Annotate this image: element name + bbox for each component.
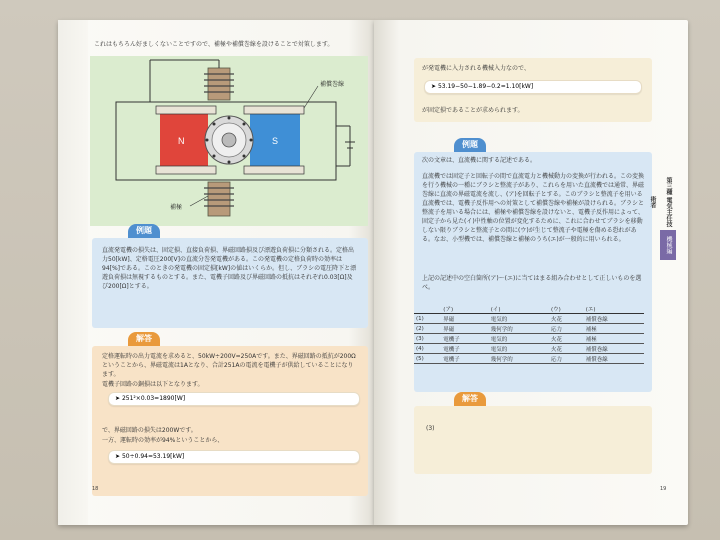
- answer-panel-right: [414, 406, 652, 474]
- answer-text-3: で、界磁回路の損失は200Wです。: [102, 427, 197, 434]
- page-number-right: 19: [660, 486, 667, 492]
- answer-value-right: (3): [426, 425, 435, 432]
- table-cell: 補償巻線: [584, 344, 644, 354]
- formula-fixed-loss-text: 53.19−50−1.89−0.2=1.10[kW]: [437, 83, 534, 90]
- table-cell: (2): [414, 324, 441, 334]
- page-gutter-shadow: [58, 20, 88, 525]
- north-pole-label: N: [178, 136, 185, 146]
- answer-tag-right: 解答: [454, 392, 486, 406]
- choice-table: [414, 304, 644, 364]
- table-cell: 補償巻線: [584, 314, 644, 324]
- south-pole-label: S: [272, 136, 279, 146]
- label-compensating-winding: 補償巻線: [320, 81, 345, 88]
- table-cell: (3): [414, 334, 441, 344]
- table-cell: 界磁: [441, 314, 488, 324]
- answer-text-4: 一方、運転時の効率が94%ということから、: [102, 437, 224, 444]
- answer-text-1: 定格運転時の出力電流を求めると、50kW÷200V=250Aです。また、界磁回路の抵抗が200Ωということから、界磁電流は1Aとなり、合計251Aの電流を電機子が供給していることになります。: [102, 353, 356, 378]
- table-header-cell: (ア): [441, 304, 488, 314]
- table-cell: 火花: [549, 314, 584, 324]
- page-number-left: 18: [92, 486, 99, 492]
- example-panel-left: [92, 238, 368, 328]
- dc-machine-figure: [90, 56, 368, 226]
- continued-text-1: が発電機に入力される機械入力なので、: [422, 65, 530, 72]
- table-cell: 電機子: [441, 344, 488, 354]
- table-header-cell: (イ): [489, 304, 549, 314]
- formula-input-power: ➤ 50÷0.94=53.19[kW]: [108, 450, 360, 464]
- sidebar-subject-tab: 機械編: [660, 230, 676, 260]
- table-cell: 界磁: [441, 324, 488, 334]
- table-cell: 火花: [549, 344, 584, 354]
- example-lead-right: 次の文章は、直流機に関する記述である。: [422, 157, 537, 164]
- table-cell: 幾何学的: [489, 324, 549, 334]
- choice-table-header: [414, 304, 644, 314]
- table-cell: 電機子: [441, 334, 488, 344]
- formula-copper-loss: ➤ 251²×0.03=1890[W]: [108, 392, 360, 406]
- example-question-right: 上記の記述中の空白箇所(ア)〜(エ)に当てはまる組み合わせとして正しいものを選べ。: [422, 275, 642, 291]
- table-cell: 電気的: [489, 334, 549, 344]
- table-row: [414, 314, 644, 324]
- table-cell: 応力: [549, 324, 584, 334]
- label-interpole: 補極: [170, 204, 183, 211]
- example-text-left: 直流発電機の損失は、固定損、直接負荷損、界磁回路損及び漂遊負荷損に分類される。定格出力50[kW]、定格電圧200[V]の直流分巻発電機がある。この発電機の定格負荷時の効率は94[%]である。このときの発電機の固定損[kW]の値はいくらか。但し、ブラシの電圧降下と漂遊負荷損は無視するものとする。また、電機子回路及び界磁回路の抵抗はそれぞれ0.03[Ω]及び200[Ω]とする。: [102, 247, 357, 290]
- sidebar-title: 第三種 電気主任技術者: [649, 176, 672, 228]
- table-cell: 応力: [549, 354, 584, 364]
- table-row: [414, 344, 644, 354]
- table-cell: (1): [414, 314, 441, 324]
- answer-text-2: 電機子回路の銅損は以下となります。: [102, 381, 204, 388]
- table-cell: 電気的: [489, 344, 549, 354]
- table-cell: (4): [414, 344, 441, 354]
- answer-panel-left: [92, 346, 368, 496]
- table-header-cell: (エ): [584, 304, 644, 314]
- table-cell: (5): [414, 354, 441, 364]
- left-page: [58, 20, 374, 525]
- open-book: [58, 20, 688, 525]
- formula-copper-loss-text: 251²×0.03=1890[W]: [121, 395, 186, 402]
- table-row: [414, 334, 644, 344]
- table-cell: 火花: [549, 334, 584, 344]
- table-cell: 電機子: [441, 354, 488, 364]
- intro-text: これはもちろん好ましくないことですので、補極や補償巻線を設けることで対策します。: [94, 41, 334, 48]
- right-page: [374, 20, 688, 525]
- table-cell: 補償巻線: [584, 354, 644, 364]
- table-row: [414, 354, 644, 364]
- formula-fixed-loss: ➤ 53.19−50−1.89−0.2=1.10[kW]: [424, 80, 642, 94]
- chapter-sidebar: [649, 176, 676, 260]
- table-header-cell: (ウ): [549, 304, 584, 314]
- table-cell: 補極: [584, 324, 644, 334]
- example-body-right: 直流機では固定子と回転子の間で直流電力と機械動力の変換が行われる。この変換を行う機械の一種にブラシと整流子があり、これらを用いた直流機では通常、界磁巻線に直流の界磁電流を流し、(ア)を回転子とする。このブラシと整流子を用いる直流機では、電機子反作用への対策として補償巻線や補極が設けられる。ブラシと整流子を用いる場合には、補極や補償巻線を設けないと、電機子反作用によって、固定子から見た(イ)中性軸の位置が変化するために、これに合わせてブラシを移動しない限りブラシと整流子との間に(ウ)が生じて整流子や電極を傷める恐れがある。なお、小型機では、補償巻線と補極のうち(エ)が一般的に用いられる。: [422, 173, 645, 243]
- table-cell: 幾何学的: [489, 354, 549, 364]
- dc-machine-diagram: [90, 56, 368, 226]
- table-row: [414, 324, 644, 334]
- example-tag-left: 例題: [128, 224, 160, 238]
- continued-answer-panel: [414, 58, 652, 122]
- table-header-cell: [414, 304, 441, 314]
- table-cell: 電気的: [489, 314, 549, 324]
- answer-tag-left: 解答: [128, 332, 160, 346]
- formula-input-power-text: 50÷0.94=53.19[kW]: [121, 453, 185, 460]
- continued-text-2: が固定損であることが求められます。: [422, 107, 524, 114]
- table-cell: 補極: [584, 334, 644, 344]
- example-tag-right: 例題: [454, 138, 486, 152]
